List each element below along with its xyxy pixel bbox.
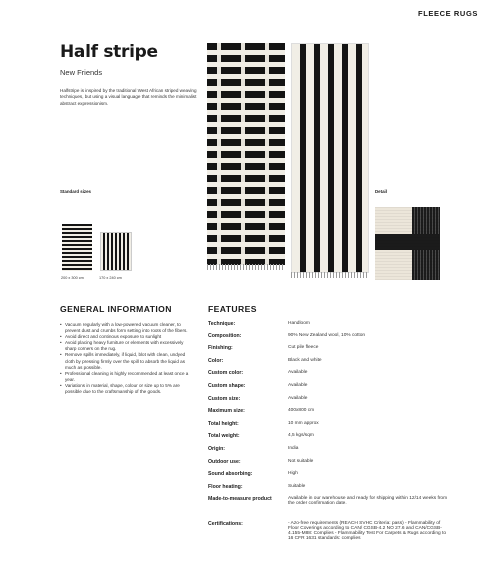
detail-label: Detail bbox=[375, 189, 387, 194]
table-row bbox=[208, 321, 448, 333]
feature-value: Suitable bbox=[288, 483, 306, 489]
general-information-heading: GENERAL INFORMATION bbox=[60, 304, 172, 314]
table-row bbox=[208, 333, 448, 346]
list-item: • Avoid placing heavy furniture or elements with excessively sharp corners on the rug. bbox=[60, 340, 195, 352]
rug-fringe bbox=[291, 272, 369, 278]
feature-value: Available in our warehouse and ready for shipping within 12/14 weeks from the order confirmation date. bbox=[288, 496, 448, 507]
table-row bbox=[208, 521, 448, 561]
feature-key: Floor heating: bbox=[208, 483, 243, 490]
list-item: • Avoid direct and continous exposure to sunlight bbox=[60, 334, 195, 340]
size-thumbnail bbox=[62, 224, 92, 271]
care-instructions-list bbox=[60, 322, 195, 395]
brand-label: FLEECE RUGS bbox=[418, 9, 478, 18]
rug-detail-image bbox=[375, 207, 440, 280]
size-thumbnail bbox=[100, 232, 132, 271]
table-row bbox=[208, 408, 448, 421]
feature-value: 90% New Zealand wool, 10% cotton bbox=[288, 332, 366, 338]
table-row bbox=[208, 484, 448, 497]
feature-value: India bbox=[288, 445, 299, 451]
list-item: • Variations in material, shape, colour or size up to 5% are possible due to the craftsmanship of the goods. bbox=[60, 383, 195, 395]
table-row bbox=[208, 345, 448, 358]
table-row bbox=[208, 446, 448, 459]
rug-image-checked bbox=[207, 43, 285, 265]
feature-value: Black and white bbox=[288, 357, 322, 363]
feature-value: Available bbox=[288, 395, 308, 401]
feature-value: 10 mm approx bbox=[288, 420, 319, 426]
table-row bbox=[208, 421, 448, 434]
standard-sizes-label: Standard sizes bbox=[60, 189, 91, 194]
size-caption: 200 x 300 cm bbox=[61, 276, 84, 280]
rug-image-striped bbox=[291, 43, 369, 273]
table-row bbox=[208, 459, 448, 472]
feature-key: Outdoor use: bbox=[208, 458, 241, 465]
list-item: • Remove spills immediately, if liquid, blot with clean, undyed cloth by pressing firmly over the spill to absorb the liquid as much as possible. bbox=[60, 352, 195, 370]
feature-key: Total height: bbox=[208, 420, 239, 427]
features-table bbox=[208, 321, 448, 561]
feature-value: Available bbox=[288, 370, 308, 376]
product-description: Halfstripe is inspired by the traditional West African striped weaving techniques, but using a visual language that reminds the minimalist abstract expressionism. bbox=[60, 88, 197, 106]
list-item: • Vacuum regularly with a low-powered vacuum cleaner, to prevent dust and crumbs form setting into roots of the fibers. bbox=[60, 322, 195, 334]
feature-key: Custom size: bbox=[208, 395, 241, 402]
feature-value: Available bbox=[288, 382, 308, 388]
feature-key: Origin: bbox=[208, 445, 226, 452]
feature-key: Certifications: bbox=[208, 521, 243, 528]
list-item: • Professional cleaning is highly recommended at least once a year. bbox=[60, 371, 195, 383]
feature-key: Total weight: bbox=[208, 433, 240, 440]
feature-key: Composition: bbox=[208, 332, 242, 339]
feature-key: Custom color: bbox=[208, 370, 244, 377]
feature-value: High bbox=[288, 471, 298, 477]
feature-value: - Azo-free requirements (REACH SVHC Criteria: pass) - Flammability of Floor Coverings according to CAN/ CGSB-4.2 NO 27.6 and CAN/CGSB-4.155-M88: Complies - Flammability Test For Carpets & Rugs according to 16 CFR 1631 standards: complies bbox=[288, 521, 447, 542]
table-row bbox=[208, 358, 448, 371]
table-row bbox=[208, 433, 448, 446]
features-heading: FEATURES bbox=[208, 304, 257, 314]
table-row bbox=[208, 471, 448, 484]
table-row bbox=[208, 370, 448, 383]
table-row bbox=[208, 396, 448, 409]
feature-value: 400x800 cm bbox=[288, 408, 315, 414]
feature-value: Cut pile fleece bbox=[288, 345, 319, 351]
feature-value: Not suitable bbox=[288, 458, 314, 464]
feature-key: Technique: bbox=[208, 321, 236, 327]
table-row bbox=[208, 383, 448, 396]
feature-key: Custom shape: bbox=[208, 382, 246, 389]
feature-key: Made-to-measure product bbox=[208, 496, 272, 503]
product-title: Half stripe bbox=[60, 42, 158, 62]
size-caption: 170 x 240 cm bbox=[99, 276, 122, 280]
feature-value: 4,5 kgs/sqm bbox=[288, 433, 314, 439]
feature-key: Finishing: bbox=[208, 345, 233, 352]
feature-key: Color: bbox=[208, 357, 224, 364]
feature-key: Maximum size: bbox=[208, 408, 245, 415]
product-subtitle: New Friends bbox=[60, 68, 103, 77]
table-row bbox=[208, 496, 448, 521]
feature-value: Handloom bbox=[288, 321, 310, 326]
rug-fringe bbox=[207, 264, 285, 270]
feature-key: Sound absorbing: bbox=[208, 471, 253, 478]
